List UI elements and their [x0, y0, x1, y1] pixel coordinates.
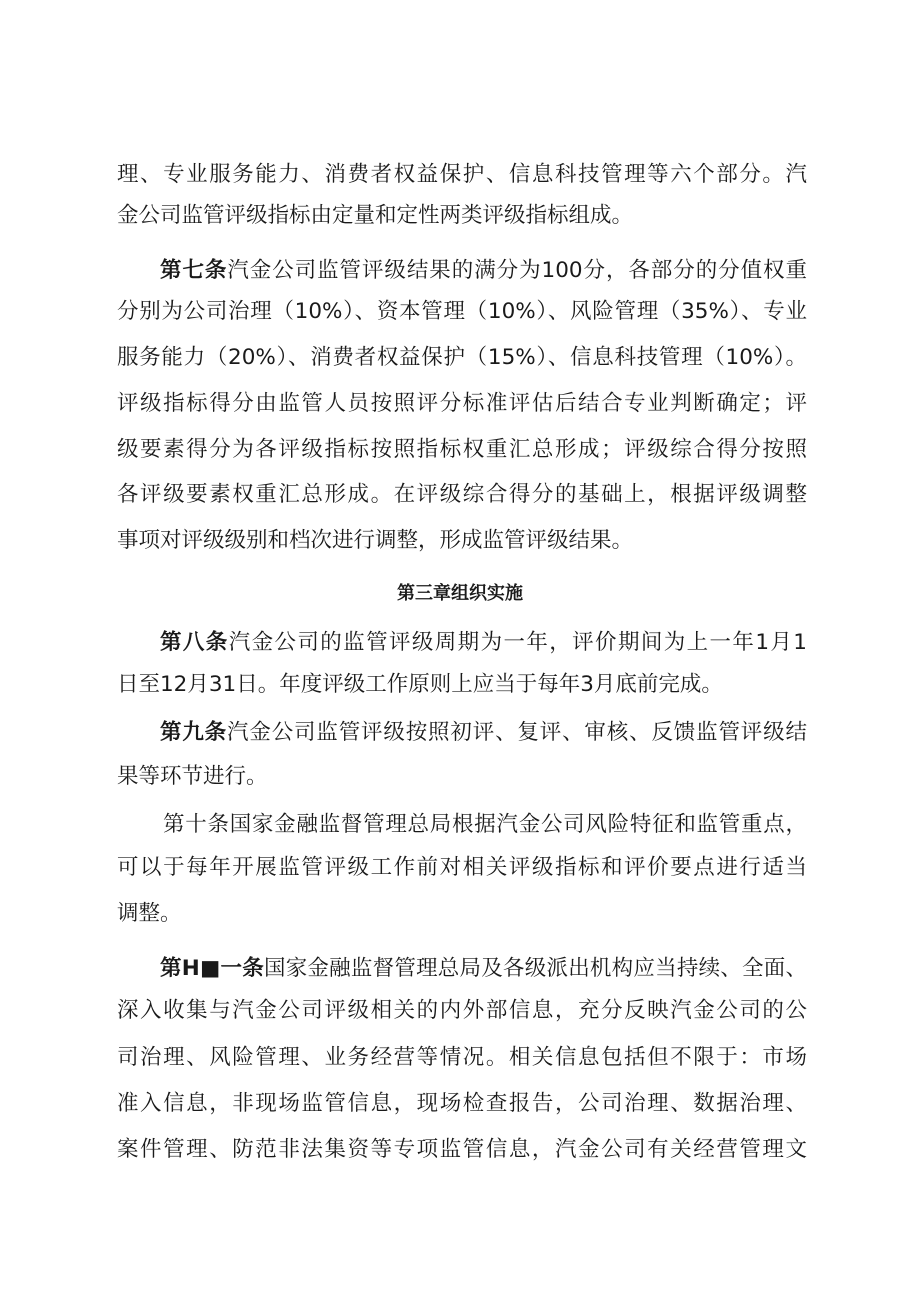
text-line: 日至12月31日。年度评级工作原则上应当于每年3月底前完成。 — [117, 672, 723, 697]
text-line: 果等环节进行。 — [117, 764, 268, 789]
article-9-label: 第九条 — [160, 720, 228, 745]
text-line: 评级指标得分由监管人员按照评分标准评估后结合专业判断确定；评 — [117, 391, 807, 416]
text-line: 可以于每年开展监管评级工作前对相关评级指标和评价要点进行适当 — [117, 855, 807, 880]
text-line: 准入信息，非现场监管信息，现场检查报告，公司治理、数据治理、 — [117, 1091, 807, 1116]
text-line: 调整。 — [117, 901, 182, 926]
text-line: 深入收集与汽金公司评级相关的内外部信息，充分反映汽金公司的公 — [117, 998, 807, 1023]
article-7-label: 第七条 — [160, 258, 228, 283]
article-7-first-line: 第七条汽金公司监管评级结果的满分为100分，各部分的分值权重 — [160, 258, 807, 283]
text-line: 理、专业服务能力、消费者权益保护、信息科技管理等六个部分。汽 — [117, 162, 807, 187]
text-line: 案件管理、防范非法集资等专项监管信息，汽金公司有关经营管理文 — [117, 1137, 807, 1162]
text-line: 服务能力（20%）、消费者权益保护（15%）、信息科技管理（10%）。 — [117, 345, 807, 370]
text-line: 金公司监管评级指标由定量和定性两类评级指标组成。 — [117, 203, 634, 228]
chapter-heading: 第三章组织实施 — [397, 583, 523, 604]
article-9-first-line: 第九条汽金公司监管评级按照初评、复评、审核、反馈监管评级结 — [160, 720, 807, 745]
article-11-label: 第H■一条 — [160, 956, 264, 981]
article-8-first-line: 第八条汽金公司的监管评级周期为一年，评价期间为上一年1月1 — [160, 630, 807, 655]
article-8-label: 第八条 — [160, 630, 229, 655]
text-line: 司治理、风险管理、业务经营等情况。相关信息包括但不限于：市场 — [117, 1045, 807, 1070]
text-line: 各评级要素权重汇总形成。在评级综合得分的基础上，根据评级调整 — [117, 482, 807, 507]
article-11-first-line: 第H■一条国家金融监督管理总局及各级派出机构应当持续、全面、 — [160, 956, 807, 981]
article-10-first-line: 第十条国家金融监督管理总局根据汽金公司风险特征和监管重点， — [163, 812, 807, 837]
text-line: 级要素得分为各评级指标按照指标权重汇总形成；评级综合得分按照 — [117, 437, 807, 462]
text-line: 事项对评级级别和档次进行调整，形成监管评级结果。 — [117, 528, 634, 553]
text-line: 分别为公司治理（10%）、资本管理（10%）、风险管理（35%）、专业 — [117, 299, 807, 324]
